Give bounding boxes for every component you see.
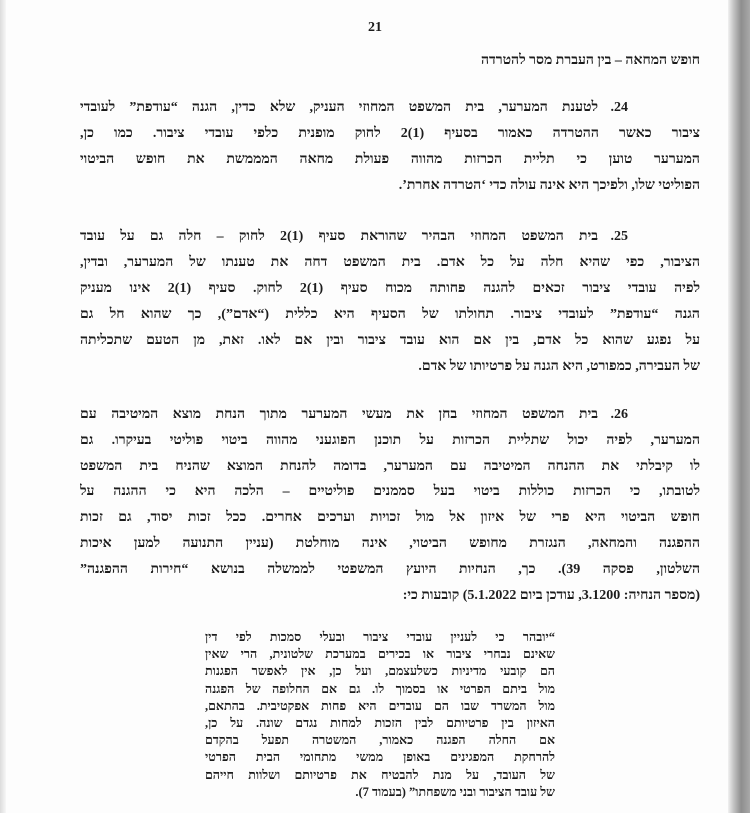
quote-line: מול המשרד שבו הם עובדים היא פחות אפקטיבית. בהתאם, [205,698,555,713]
quote-line: של עובד הציבור ובני משפחתו” (בעמוד 7). [355,784,555,799]
paragraph-number: 24. [610,100,628,115]
page-number: 21 [368,20,382,35]
quote-line: אם החלה הפגנה כאמור, המשטרה תפעל בהקדם [205,733,555,748]
paragraph-line: ציבור כאשר ההטרדה כאמור בסעיף ⁦2(1)⁩ לחוק מופנית כלפי עובדי ציבור. כמו כן, [80,126,700,141]
paragraph-line: לטענת המערער, בית המשפט המחוזי העניק, שלא כדין, הגנה “עודפת” לעובדי [80,100,598,115]
running-header: חופש המחאה – בין העברת מסר להטרדה [480,53,700,68]
paragraph-line: על נפגע שהוא כל אדם, בין אם הוא עובד ציבור ובין אם לאו. זאת, מן הטעם שתכליתה [80,333,700,348]
scan-edge-left [0,0,6,813]
quote-line: להרחקת המפגינים באופן ממשי מתחומי הבית הפרטי [205,750,555,765]
paragraph-26 [80,402,700,608]
paragraph-line: לפיה עובדי ציבור זכאים להגנה פחותה מכוח סעיף ⁦2(1)⁩ לחוק. סעיף ⁦2(1)⁩ אינו מעניק [80,281,700,296]
quote-line: מול ביתם הפרטי או בסמוך לו. גם אם החלופה של הפגנה [205,681,555,696]
quote-line: “יובהר כי לעניין עובדי ציבור ובעלי סמכות לפי דין [205,630,555,644]
quote-line: שאינם נבחרי ציבור או בכירים במערכת שלטונית, הרי שאין [205,647,555,662]
paragraph-24 [80,95,700,199]
paragraph-line: הגנה “עודפת” לעובדי ציבור. תחולתו של הסעיף היא כללית (“אדם”), כך שהוא חל גם [80,307,700,322]
scan-edge-right [728,0,750,813]
paragraph-line: ההפגנה והמחאה, הנגזרת מחופש הביטוי, אינה מוחלטת (עניין התנועה למען איכות [80,535,700,551]
paragraph-line: (מספר הנחיה: 3.1200, עודכן ביום 5.1.2022) קובעות כי: [402,587,700,603]
quote-line: האיזון בין פרטיותם לבין הזכות למחות נגדם שונה. על כן, [205,715,555,730]
paragraph-25 [80,224,700,380]
paragraph-line: לו קיבלתי את ההנחה המיטיבה עם המערער, בדומה להנחת המוצא שהניח בית המשפט [80,458,700,474]
paragraph-line: של העבירה, כמפורט, היא הגנה על פרטיותו של אדם. [418,359,700,374]
paragraph-line: בית המשפט המחוזי הבהיר שהוראת סעיף ⁦2(1)⁩ לחוק – חלה גם על עובד [80,229,598,244]
paragraph-line: בית המשפט המחוזי בחן את מעשי המערער מתוך הנחת מוצא המיטיבה עם [80,407,598,422]
quote-line: הם קובעי מדיניות כשלעצמם, ועל כן, אין לאפשר הפגנות [205,664,555,679]
paragraph-line: השלטון, פסקה 39). כך, הנחיות היועץ המשפטי לממשלה בנושא “חירות ההפגנה” [80,561,700,577]
quote-line: של העובד, על מנת להבטיח את פרטיותם ושלוות חייהם [205,767,555,782]
paragraph-line: הציבור, כפי שהיא חלה על כל אדם. בית המשפט דחה את טענתו של המערער, ובדין, [80,255,700,270]
paragraph-line: המערער, לפיה יכול שתליית הכרזות על תוכנן הפוגעני מהווה ביטוי פוליטי בעיקרו. גם [80,432,700,448]
block-quote [205,629,555,801]
paragraph-line: המערער טוען כי תליית הכרזות מהווה פעולת מחאה המממשת את חופש הביטוי [80,152,700,167]
paragraph-line: הפוליטי שלו, ולפיכך היא אינה עולה כדי ‘הטרדה אחרת’. [398,178,700,193]
paragraph-line: לטובתו, כי הכרזות כוללות ביטוי בעל סממנים פוליטיים – הלכה היא כי ההגנה על [80,484,700,500]
paragraph-line: חופש הביטוי היא פרי של איזון אל מול זכויות וערכים אחרים. ככל זכות יסוד, גם זכות [80,510,700,526]
paragraph-number: 25. [610,229,628,244]
paragraph-number: 26. [610,407,628,422]
